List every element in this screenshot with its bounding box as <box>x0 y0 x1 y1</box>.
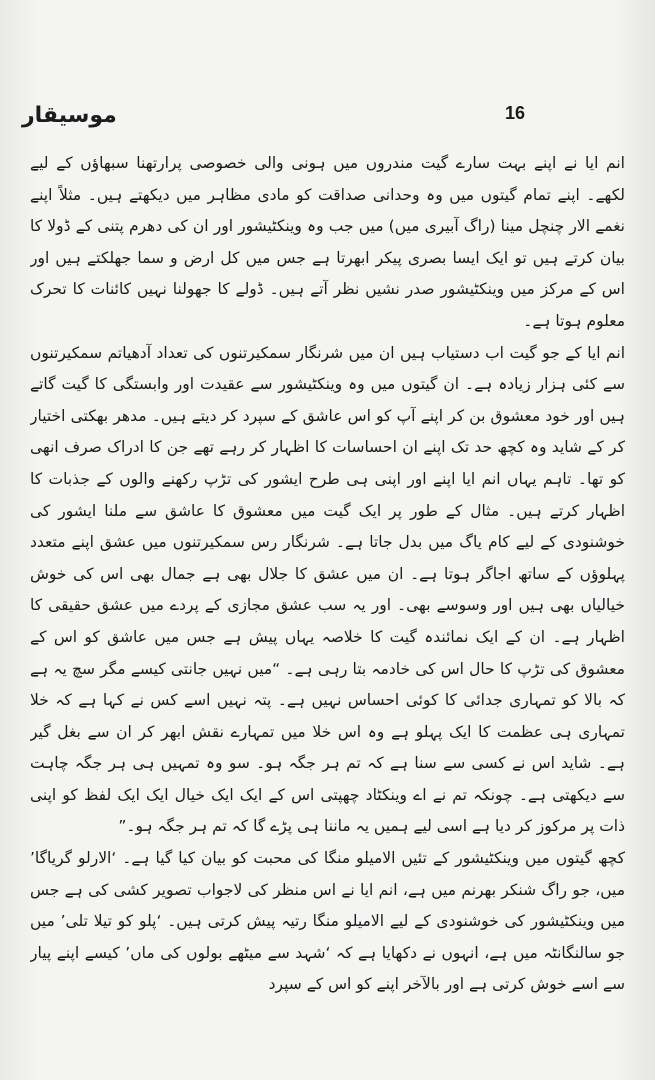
paragraph: انم ایا کے جو گیت اب دستیاب ہیں ان میں شرنگار سمکیرتنوں کی تعداد آدھیاتم سمکیرتنوں سے کئی ہزار زیادہ ہے۔ ان گیتوں میں وہ وینکٹیشور سے عقیدت اور وابستگی کا گیت گاتے ہیں اور خود معشوق بن کر اپنے آپ کو اس عاشق کے سپرد کر دیتے ہیں۔ مدھر بھکتی اختیار کر کے شاید وہ کچھ حد تک اپنے ان احساسات کا اظہار کر رہے تھے جن کا ادراک صرف انھی کو تھا۔ تاہم یہاں انم ایا اپنے اور اپنی ہی طرح ایشور کی تڑپ رکھنے والوں کے جذبات کا اظہار کرتے ہیں۔ مثال کے طور پر ایک گیت میں معشوق کا عاشق سے ملنا ایشور کی خوشنودی کے لیے کام یاگ میں بدل جاتا ہے۔ شرنگار رس سمکیرتنوں میں عشق اپنے متعدد پہلوؤں کے ساتھ اجاگر ہوتا ہے۔ ان میں عشق کا جلال بھی ہے جمال بھی اس کی خوش خیالیاں بھی ہیں اور وسوسے بھی۔ اور یہ سب عشق مجازی کے پردے میں عشق حقیقی کا اظہار ہے۔ ان کے ایک نمائندہ گیت کا خلاصہ یہاں پیش ہے جس میں عاشق کو اس کے معشوق کی تڑپ کا حال اس کی خادمہ بتا رہی ہے۔ “میں نہیں جانتی کیسے مگر سچ یہ ہے کہ بالا کو تمہاری جدائی کا کوئی احساس نہیں ہے۔ پتہ نہیں اسے کس نے کہا ہے کہ خلا تمہاری ہی عظمت کا ایک پہلو ہے وہ اس خلا میں تمہارے نقش ابھر کر ان سے بغل گیر ہے۔ شاید اس نے کسی سے سنا ہے کہ تم ہر جگہ ہو۔ سو وہ تمہیں ہی ہر جگہ چاہت سے دیکھتی ہے۔ چونکہ تم نے اے وینکٹاد چھپتی اس کے ایک ایک خیال ایک ایک لفظ کو اپنی ذات پر مرکوز کر دیا ہے اسی لیے ہمیں یہ ماننا ہی پڑے گا کہ تم ہر جگہ ہو۔” <box>30 343 625 836</box>
body-text <box>30 148 625 1020</box>
paragraph: کچھ گیتوں میں وینکٹیشور کے تئیں الامیلو منگا کی محبت کو بیان کیا گیا ہے۔ ‘الارلو گریاگا’ میں، جو راگ شنکر بھرنم میں ہے، انم ایا نے اس منظر کی لاجواب تصویر کشی کی ہے جس میں وینکٹیشور کی خوشنودی کے لیے الامیلو منگا رتیہ پیش کرتی ہیں۔ ‘پلو کو تیلا تلی’ میں جو سالنگانٹہ میں ہے، انہوں نے دکھایا ہے کہ ‘شہد سے میٹھے بولوں کی ماں’ کیسے اپنے پیار سے اسے خوش کرتی ہے اور بالآخر اپنے کو اس کے سپرد <box>30 849 625 994</box>
paragraph: انم ایا نے اپنے بہت سارے گیت مندروں میں ہونی والی خصوصی پرارتھنا سبھاؤں کے لیے لکھے۔ اپنے تمام گیتوں میں وہ وحدانی صداقت کو مادی مظاہر میں دیکھتے ہیں۔ مثلاً اپنے نغمے الار چنچل مینا (راگ آبیری میں) میں جب وہ وینکٹیشور اور ان کی دھرم پتنی کے ڈولا کا بیان کرتے ہیں تو ایک ایسا بصری پیکر ابھرتا ہے جس میں کل ارض و سما جھلکتے ہیں اور اس کے مرکز میں وینکٹیشور صدر نشیں نظر آتے ہیں۔ ڈولے کا جھولنا نہیں کائنات کا تحرک معلوم ہوتا ہے۔ <box>30 154 625 330</box>
page-number: 16 <box>504 103 525 123</box>
book-title: موسیقار <box>22 102 117 128</box>
page-header <box>22 95 633 135</box>
